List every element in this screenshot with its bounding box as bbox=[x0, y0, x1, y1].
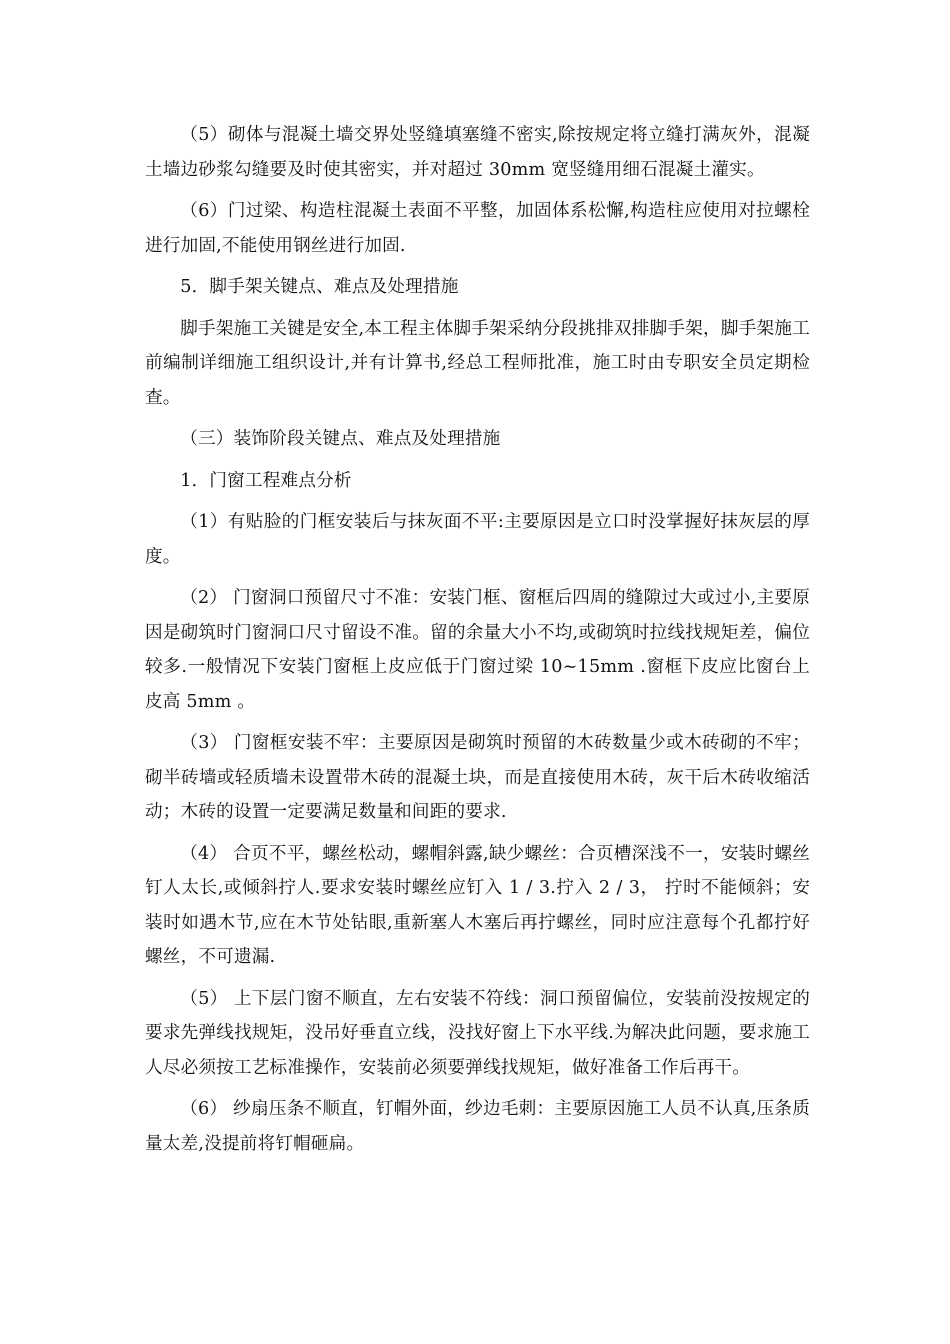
paragraph-lintel-column: （6）门过梁、构造柱混凝土表面不平整，加固体系松懈,构造柱应使用对拉螺栓进行加固,不能使用钢丝进行加固. bbox=[145, 201, 810, 256]
document-body bbox=[145, 118, 810, 1168]
section-heading-decoration: （三）装饰阶段关键点、难点及处理措施 bbox=[180, 429, 501, 449]
section-heading-doors-windows: 1．门窗工程难点分析 bbox=[180, 470, 352, 491]
paragraph-scaffold-safety: 脚手架施工关键是安全,本工程主体脚手架采纳分段挑排双排脚手架，脚手架施工前编制详细施工组织设计,并有计算书,经总工程师批准，施工时由专职安全员定期检查。 bbox=[145, 318, 810, 408]
paragraph-masonry-joint: （5）砌体与混凝土墙交界处竖缝填塞缝不密实,除按规定将立缝打满灰外，混凝土墙边砂浆勾缝要及时使其密实，并对超过 30mm 宽竖缝用细石混凝土灌实。 bbox=[145, 125, 810, 180]
paragraph-door-frame-flush: （1）有贴脸的门框安装后与抹灰面不平:主要原因是立口时没掌握好抹灰层的厚度。 bbox=[145, 512, 810, 567]
paragraph-opening-size: （2） 门窗洞口预留尺寸不准：安装门框、窗框后四周的缝隙过大或过小,主要原因是砌筑时门窗洞口尺寸留设不准。留的余量大小不均,或砌筑时拉线找规矩差，偏位较多.一般情况下安装门窗框上皮应低于门窗过梁 10~15mm .窗框下皮应比窗台上皮高 5mm 。 bbox=[145, 588, 810, 712]
paragraph-alignment: （5） 上下层门窗不顺直，左右安装不符线：洞口预留偏位，安装前没按规定的要求先弹线找规矩，没吊好垂直立线，没找好窗上下水平线.为解决此问题，要求施工人尽必须按工艺标准操作，安装前必须要弹线找规矩，做好准备工作后再干。 bbox=[145, 988, 810, 1078]
section-heading-scaffold: 5．脚手架关键点、难点及处理措施 bbox=[180, 277, 459, 297]
paragraph-screen-strip: （6） 纱扇压条不顺直，钉帽外面，纱边毛刺：主要原因施工人员不认真,压条质量太差,没提前将钉帽砸扁。 bbox=[145, 1099, 810, 1154]
paragraph-hinge-screws: （4） 合页不平，螺丝松动，螺帽斜露,缺少螺丝：合页槽深浅不一，安装时螺丝钉人太长,或倾斜拧人.要求安装时螺丝应钉入 1 / 3.拧入 2 / 3， 拧时不能倾斜；安装时如遇木节,应在木节处钻眼,重新塞人木塞后再拧螺丝，同时应注意每个孔都拧好螺丝，不可遗漏. bbox=[145, 843, 810, 967]
paragraph-frame-install: （3） 门窗框安装不牢：主要原因是砌筑时预留的木砖数量少或木砖砌的不牢；砌半砖墙或轻质墙未设置带木砖的混凝土块，而是直接使用木砖，灰干后木砖收缩活动；木砖的设置一定要满足数量和间距的要求. bbox=[145, 733, 810, 822]
